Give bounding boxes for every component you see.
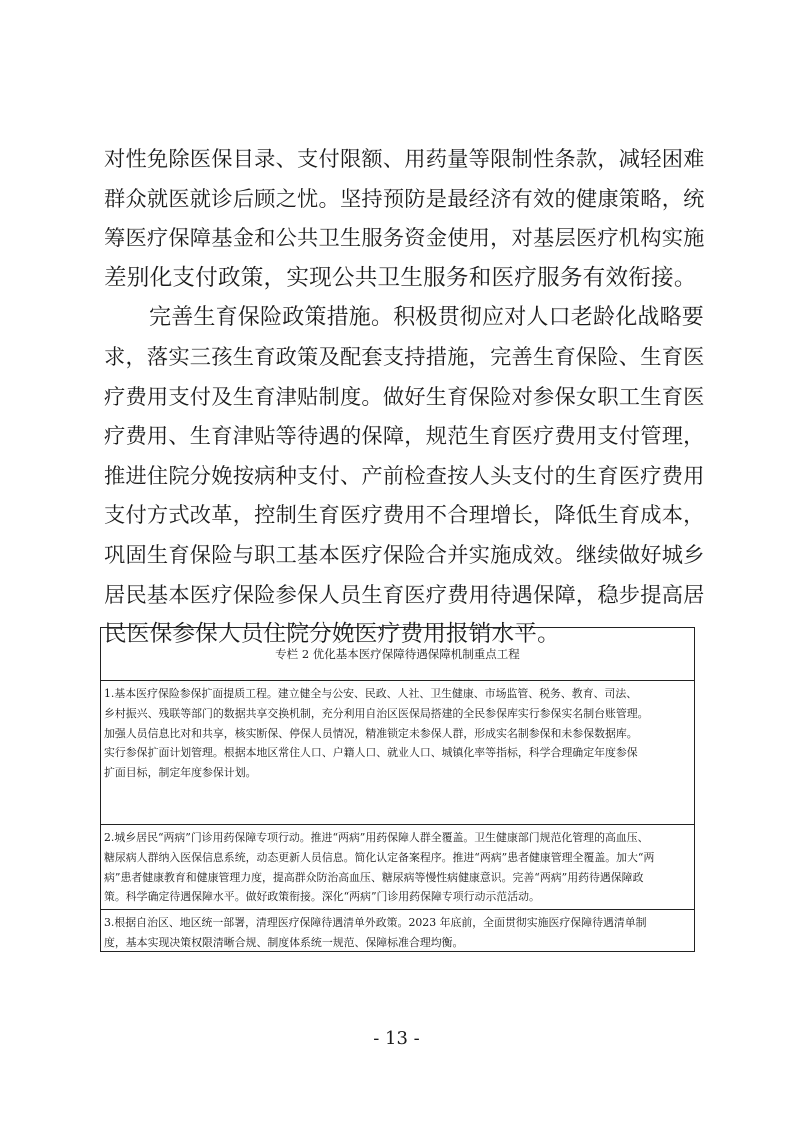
- box-item-2: [101, 825, 694, 910]
- text-line: 筹医疗保障基金和公共卫生服务资金使用，对基层医疗机构实施: [104, 226, 705, 252]
- box-text-line: 病”患者健康教育和健康管理力度，提高群众防治高血压、糖尿病等慢性病健康意识。完善“两病”用药待遇保障政: [104, 870, 644, 884]
- text-line: 差别化支付政策，实现公共卫生服务和医疗服务有效衔接。: [104, 264, 697, 291]
- box-text-line: 2.城乡居民“两病”门诊用药保障专项行动。推进“两病”用药保障人群全覆盖。卫生健康部门规范化管理的高血压、: [104, 831, 649, 844]
- page-number: - 13 -: [373, 1028, 420, 1049]
- text-line: 群众就医就诊后顾之忧。坚持预防是最经济有效的健康策略，统: [104, 186, 705, 212]
- box-item-3: [101, 910, 694, 953]
- box-text-line: 糖尿病人群纳入医保信息系统，动态更新人员信息。简化认定备案程序。推进“两病”患者健康管理全覆盖。加大“两: [104, 850, 655, 864]
- policy-column-box: [100, 627, 695, 952]
- text-line: 求，落实三孩生育政策及配套支持措施，完善生育保险、生育医: [104, 344, 705, 370]
- text-line: 推进住院分娩按病种支付、产前检查按人头支付的生育医疗费用: [104, 463, 705, 489]
- box-text-line: 3.根据自治区、地区统一部署，清理医疗保障待遇清单外政策。2023 年底前，全面贯彻实施医疗保障待遇清单制: [104, 916, 647, 929]
- text-line: 完善生育保险政策措施。积极贯彻应对人口老龄化战略要: [149, 305, 705, 331]
- text-line: 疗费用支付及生育津贴制度。做好生育保险对参保女职工生育医: [104, 384, 705, 410]
- box-text-line: 乡村振兴、残联等部门的数据共享交换机制，充分利用自治区医保局搭建的全民参保库实行参保实名制台账管理。: [104, 706, 649, 720]
- box-text-line: 实行参保扩面计划管理。根据本地区常住人口、户籍人口、就业人口、城镇化率等指标，科学合理确定年度参保: [104, 746, 638, 760]
- paragraph-1: [104, 140, 704, 298]
- text-line: 支付方式改革，控制生育医疗费用不合理增长，降低生育成本，: [104, 503, 705, 529]
- box-text-line: 策。科学确定待遇保障水平。做好政策衔接。深化“两病”门诊用药保障专项行动示范活动。: [104, 890, 540, 904]
- text-line: 疗费用、生育津贴等待遇的保障，规范生育医疗费用支付管理，: [104, 424, 705, 450]
- box-text-line: 1.基本医疗保险参保扩面提质工程。建立健全与公安、民政、人社、卫生健康、市场监管、税务、教育、司法、: [104, 687, 638, 700]
- text-line: 对性免除医保目录、支付限额、用药量等限制性条款，减轻困难: [104, 147, 705, 172]
- paragraph-2: [104, 298, 704, 654]
- body-text: [104, 140, 704, 655]
- text-line: 居民基本医疗保险参保人员生育医疗费用待遇保障，稳步提高居: [104, 582, 705, 608]
- box-text-line: 扩面目标，制定年度参保计划。: [104, 766, 257, 780]
- box-text-line: 度，基本实现决策权限清晰合规、制度体系统一规范、保障标准合理均衡。: [104, 935, 464, 949]
- box-item-1: [101, 681, 694, 825]
- text-line: 巩固生育保险与职工基本医疗保险合并实施成效。继续做好城乡: [104, 542, 705, 568]
- box-text-line: 加强人员信息比对和共享，核实断保、停保人员情况，精准锁定未参保人群，形成实名制参保和未参保数据库。: [104, 726, 638, 740]
- box-title: 专栏 2 优化基本医疗保障待遇保障机制重点工程: [101, 628, 694, 681]
- text-line: 民医保参保人员住院分娩医疗费用报销水平。: [104, 621, 560, 648]
